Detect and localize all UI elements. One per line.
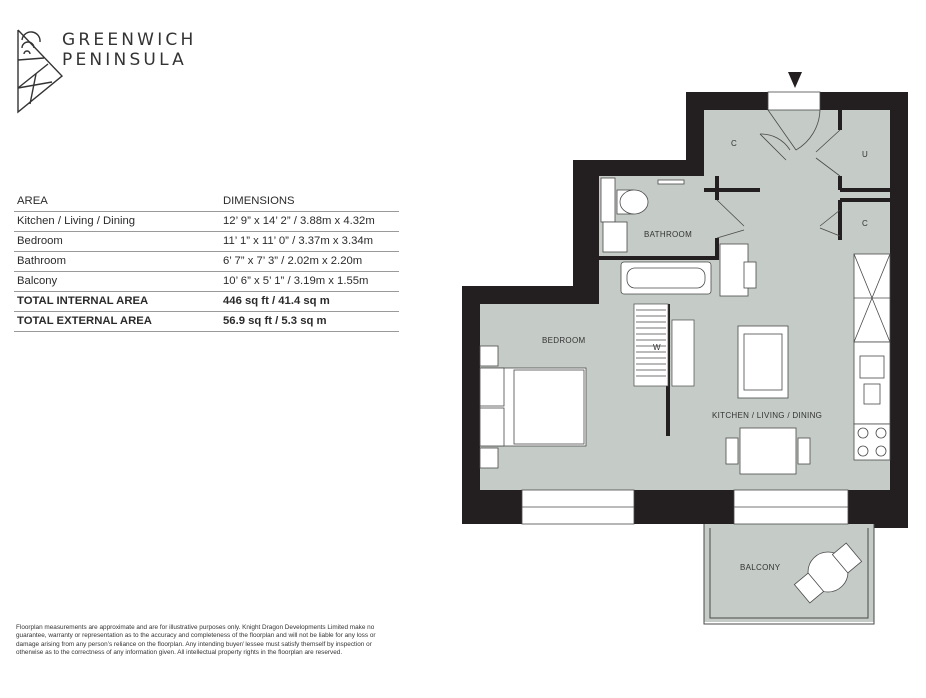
total-label: TOTAL EXTERNAL AREA (14, 312, 220, 332)
brand-name-line2: PENINSULA (62, 50, 187, 70)
room-dimensions: 6’ 7” x 7’ 3” / 2.02m x 2.20m (220, 252, 399, 272)
room-dimensions: 11’ 1” x 11’ 0” / 3.37m x 3.34m (220, 232, 399, 252)
room-dimensions: 10’ 6” x 5’ 1” / 3.19m x 1.55m (220, 272, 399, 292)
brand-name-line1: GREENWICH (62, 30, 197, 50)
disclaimer-text: Floorplan measurements are approximate and are for illustrative purposes only. Knight Dragon Developments Limited make no guarantee, warranty or representation as to the accuracy and completeness of the floorplan and will not be liable for any loss or damage arising from any person’s reliance on the floorplan. Any intending buyer/ lessee must satisfy themself by inspection or otherwise as to the correctness of any information given. All intellectual property rights in the floorplan are reserved. (16, 624, 376, 656)
total-value: 56.9 sq ft / 5.3 sq m (220, 312, 399, 332)
total-value: 446 sq ft / 41.4 sq m (220, 292, 399, 312)
bedroom-label: BEDROOM (542, 336, 586, 345)
balcony-label: BALCONY (740, 563, 781, 572)
utility-cupboard-label: U (862, 150, 869, 159)
dimensions-column-header: DIMENSIONS (220, 192, 399, 212)
kitchen-living-dining-label: KITCHEN / LIVING / DINING (712, 411, 823, 420)
cupboard-label: C (731, 139, 738, 148)
cupboard-label: C (862, 219, 869, 228)
room-name: Bedroom (14, 232, 220, 252)
total-label: TOTAL INTERNAL AREA (14, 292, 220, 312)
room-name: Bathroom (14, 252, 220, 272)
room-name: Balcony (14, 272, 220, 292)
room-name: Kitchen / Living / Dining (14, 212, 220, 232)
area-column-header: AREA (14, 192, 220, 212)
bathroom-label: BATHROOM (644, 230, 693, 239)
room-dimensions: 12’ 9” x 14’ 2” / 3.88m x 4.32m (220, 212, 399, 232)
wardrobe-label: W (653, 343, 661, 352)
